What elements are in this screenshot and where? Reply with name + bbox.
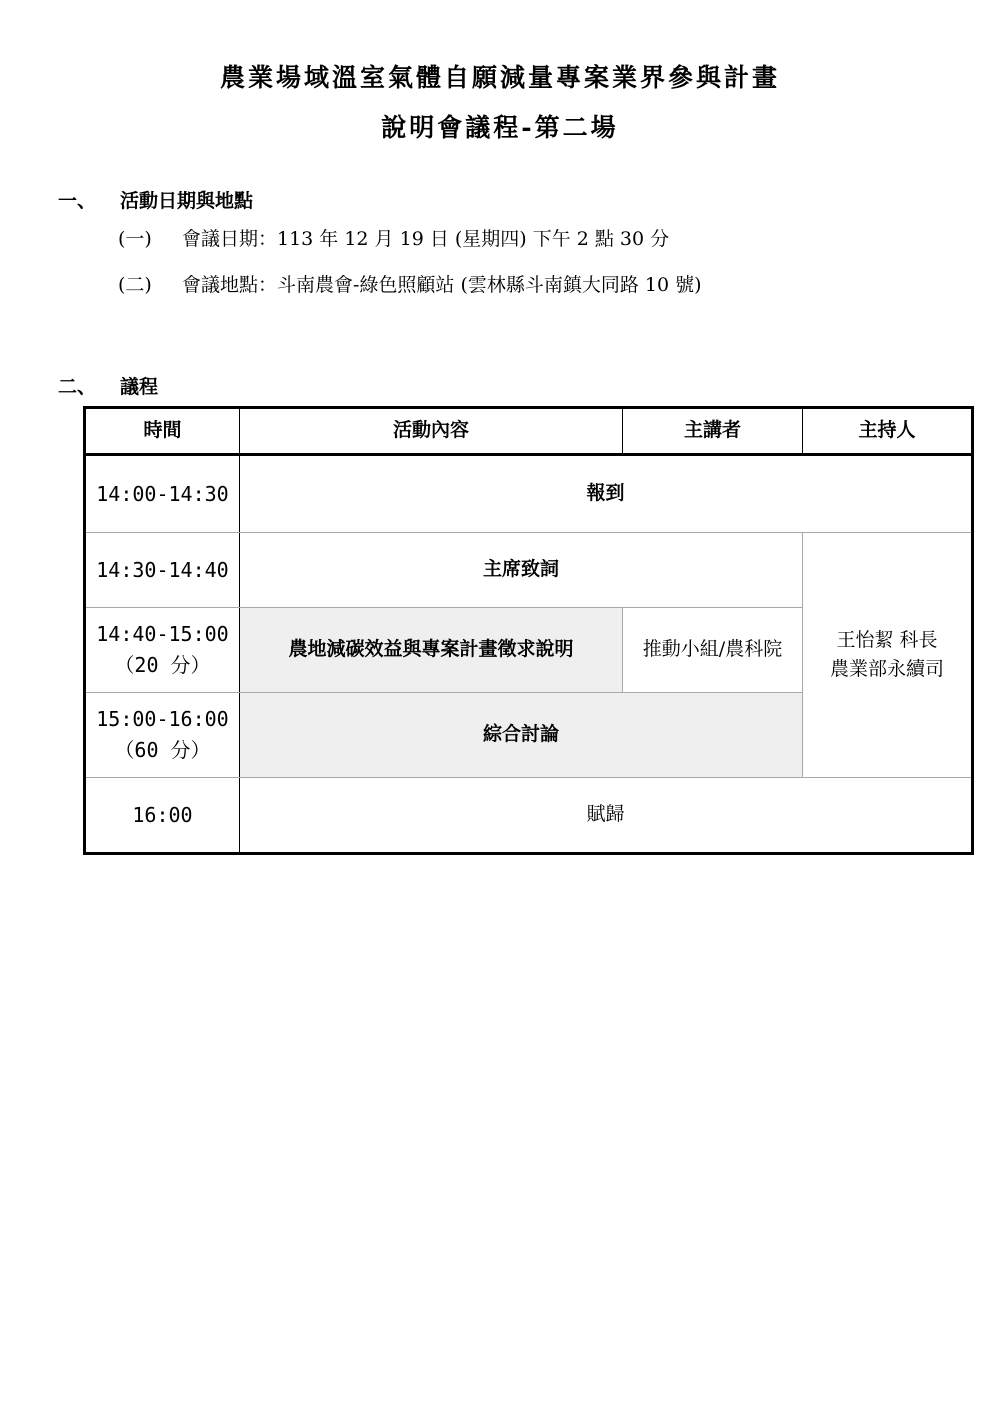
header-time: 時間 [85,408,240,455]
host-cell [803,533,973,778]
table-row [85,455,973,533]
content-cell: 農地減碳效益與專案計畫徵求說明 [240,608,623,693]
time-range: 14:40-15:00 [96,622,229,646]
time-range: 15:00-16:00 [96,707,229,731]
host-affiliation: 農業部永續司 [829,658,944,680]
table-header-row [85,408,973,455]
document-title: 農業場域溫室氣體自願減量專案業界參與計畫 [219,63,780,92]
section-number: 一、 [58,190,97,212]
item-number: (一) [118,228,152,250]
duration: （60 分） [114,738,211,762]
table-row [85,533,973,608]
host-name: 王怡絜 科長 [836,628,938,651]
content-cell: 主席致詞 [240,533,803,608]
item-number: (二) [118,274,152,296]
header-host: 主持人 [803,408,973,455]
section-title: 活動日期與地點 [120,190,254,212]
header-content: 活動內容 [240,408,623,455]
section-title: 議程 [120,376,159,398]
content-cell: 賦歸 [240,778,973,854]
time-cell [85,693,240,778]
document-subtitle: 說明會議程-第二場 [381,113,619,142]
table-row [85,778,973,854]
time-cell [85,608,240,693]
speaker-cell: 推動小組/農科院 [623,608,803,693]
content-cell: 報到 [240,455,973,533]
meeting-location-text: 會議地點：斗南農會-綠色照顧站 (雲林縣斗南鎮大同路 10 號) [182,274,702,296]
content-cell: 綜合討論 [240,693,803,778]
section-agenda-heading [58,372,158,399]
meeting-location-item [118,270,702,297]
duration: （20 分） [114,653,211,677]
meeting-date-text: 會議日期：113 年 12 月 19 日 (星期四) 下午 2 點 30 分 [182,228,670,250]
agenda-table [83,406,974,855]
section-date-location-heading [58,186,253,213]
section-number: 二、 [58,376,97,398]
time-cell: 16:00 [85,778,240,854]
header-speaker: 主講者 [623,408,803,455]
time-cell: 14:00-14:30 [85,455,240,533]
meeting-date-item [118,224,669,251]
time-cell: 14:30-14:40 [85,533,240,608]
